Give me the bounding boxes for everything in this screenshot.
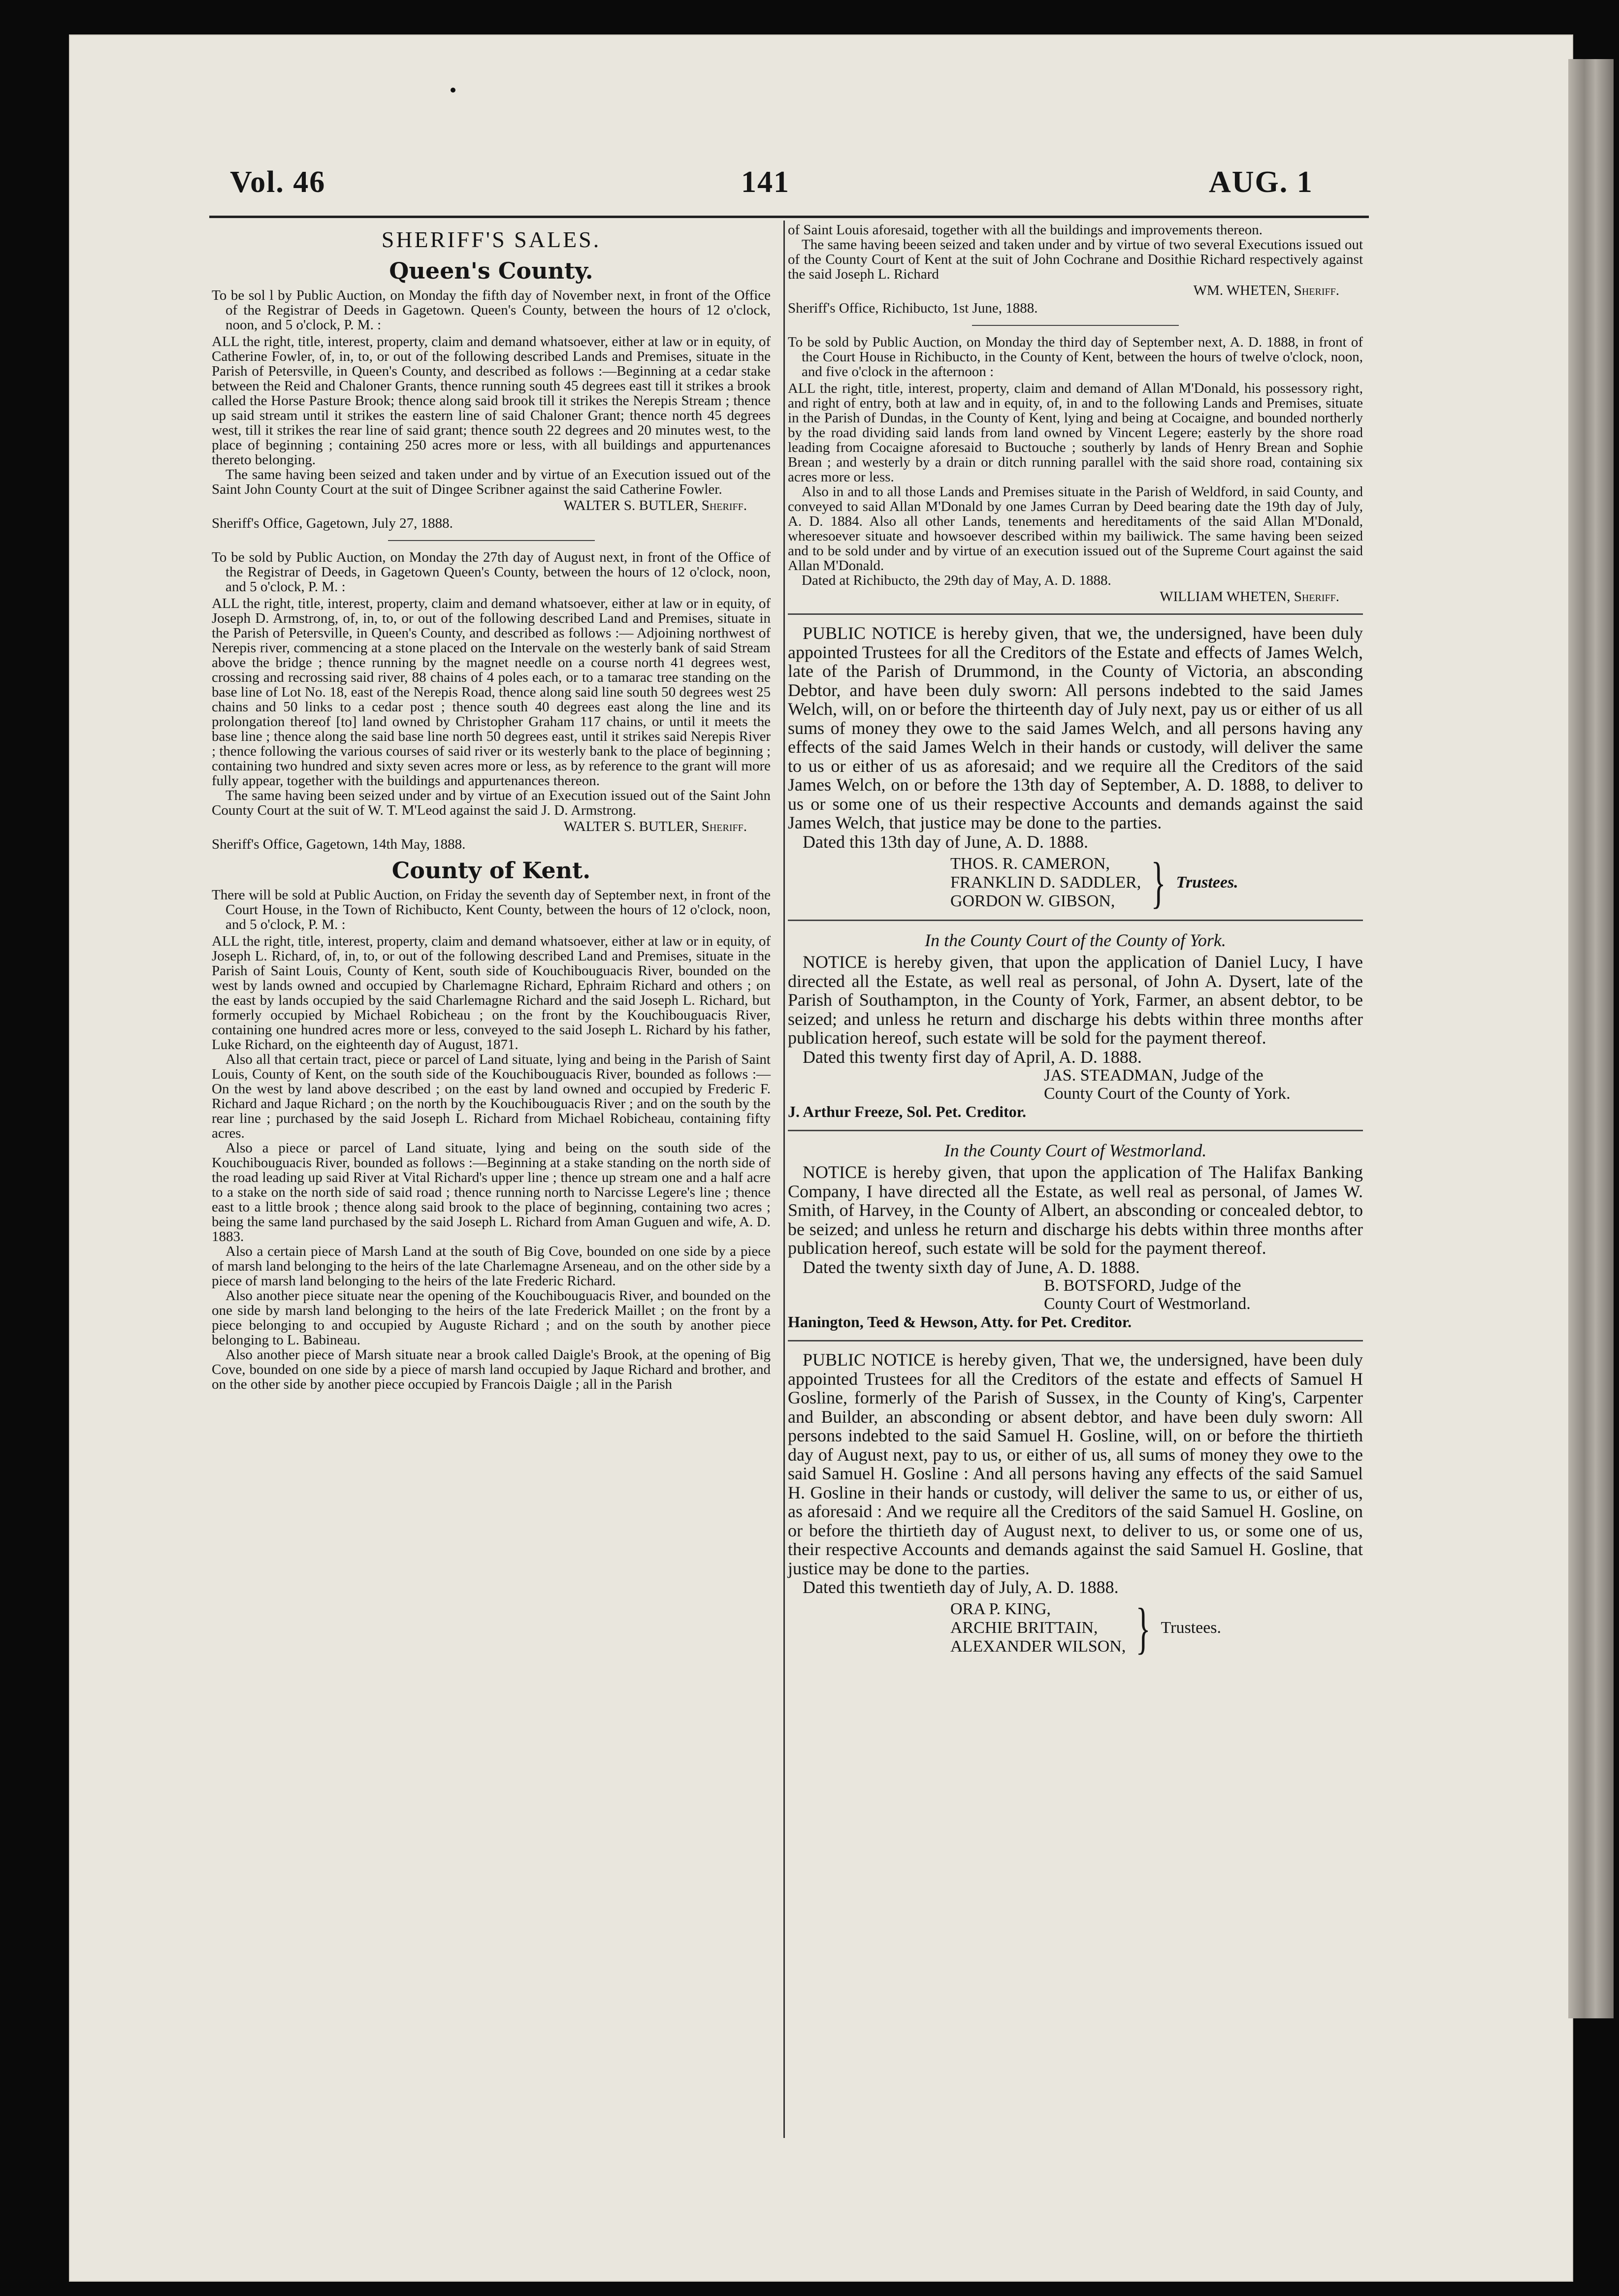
sale2-seized: The same having been seized under and by virtue of an Execution issued out of the Saint John County Court at the suit of W. T. M'Leod against the said J. D. Armstrong. bbox=[212, 788, 771, 818]
notice4-trustees bbox=[950, 1596, 1363, 1659]
notice4-body: PUBLIC NOTICE is hereby given, That we, the undersigned, have been duly appointed Trustees for all the Creditors of the estate and effects of Samuel H Gosline, formerly of the Parish of Sussex, in the County of King's, Carpenter and Builder, an absconding or absent debtor, and have been duly sworn: All persons indebted to the said Samuel H. Gosline, will, on or before the thirtieth day of August next, pay to us, or either of us, all sums of money they owe to the said Samuel H. Gosline : And all persons having any effects of the said Samuel H. Gosline in their hands or custody, will deliver the same to us, or either of us, as aforesaid : And we require all the Creditors of the said Samuel H. Gosline, on or before the thirtieth day of August next, to deliver to us, or some one of us, their respective Accounts and demands against the said Samuel H. Gosline, that justice may be done to the parties. bbox=[788, 1350, 1363, 1578]
sale1-signature: WALTER S. BUTLER, Sheriff. bbox=[563, 498, 747, 513]
sale3-para6: Also another piece of Marsh situate near a brook called Daigle's Brook, at the opening of Big Cove, bounded on one side by a piece of marsh land occupied by Jaque Richard and brother, and on the other side by another piece occupied by Francois Daigle ; all in the Parish bbox=[212, 1347, 771, 1392]
section-title: SHERIFF'S SALES. bbox=[381, 227, 601, 252]
brace-glyph: } bbox=[1151, 851, 1166, 914]
sale3-office: Sheriff's Office, Richibucto, 1st June, 1888. bbox=[788, 300, 1038, 316]
sale4-intro: To be sold by Public Auction, on Monday the third day of September next, A. D. 1888, in front of the Court House in Richibucto, in the County of Kent, between the hours of twelve o'clock, noon, and five o'clock in the afternoon : bbox=[788, 334, 1363, 380]
sale1-seized: The same having been seized and taken under and by virtue of an Execution issued out of the Saint John County Court at the suit of Dingee Scribner against the said Catherine Fowler. bbox=[212, 467, 771, 497]
sale3-para4: Also a certain piece of Marsh Land at the south of Big Cove, bounded on one side by a piece of marsh land belonging to the heirs of the late Charlemagne Arseneau, and on the other side by a piece of marsh land belonging to the heirs of the late Frederic Richard. bbox=[212, 1244, 771, 1289]
notice3-judge: B. BOTSFORD, Judge of the bbox=[1044, 1276, 1241, 1295]
sale4-dated: Dated at Richibucto, the 29th day of May, A. D. 1888. bbox=[802, 573, 1111, 588]
notice3-court-name: County Court of Westmorland. bbox=[1044, 1295, 1251, 1313]
notice1-trustees bbox=[950, 851, 1363, 914]
sale1-intro: To be sol l by Public Auction, on Monday the fifth day of November next, in front of the Office of the Registrar of Deeds in Gagetown. Queen's County, between the hours of 12 o'clock, noon, and 5 o'clock, P. M. : bbox=[212, 287, 771, 333]
divider bbox=[788, 920, 1363, 921]
sale3-para2: Also all that certain tract, piece or parcel of Land situate, lying and being in the Parish of Saint Louis, County of Kent, on the south side of the Kouchibouguacis River, bounded as follows :—On the west by land above described ; on the east by land owned and occupied by Frederic F. Richard and Jaque Richard ; on the north by the Kouchibouguacis River ; and on the south by the rear line ; purchased by the said Joseph L. Richard from Michael Robicheau, containing fifty acres. bbox=[212, 1052, 771, 1141]
page-stack-edge bbox=[1568, 59, 1614, 2018]
divider bbox=[788, 1340, 1363, 1341]
right-column bbox=[788, 223, 1363, 1657]
sale3-para3: Also a piece or parcel of Land situate, lying and being on the south side of the Kouchibouguacis River, bounded as follows :—Beginning at a stake standing on the north side of the road leading up said River at Vital Richard's upper line ; thence up stream one and a half acre to a stake on the north side of said road ; thence running north to Narcisse Legere's line ; thence east to a little brook ; thence along said brook to the place of beginning, containing two acres ; being the same land purchased by the said Joseph L. Richard from Aman Guguen and wife, A. D. 1883. bbox=[212, 1140, 771, 1244]
page-number: 141 bbox=[741, 165, 790, 199]
trustees-label: Trustees. bbox=[1176, 873, 1238, 892]
sale3-signature: WM. WHETEN, Sheriff. bbox=[1193, 283, 1339, 298]
sale4-body: ALL the right, title, interest, property, claim and demand of Allan M'Donald, his possessory right, and right of entry, both at law and in equity, of, in and to the following Lands and Premises, situate in the Parish of Dundas, in the County of Kent, lying and being at Cocaigne, and bounded northerly by the road dividing said lands from land owned by Vincent Legere; easterly by the shore road leading from Cocaigne aforesaid to Buctouche ; southerly by lands of Henry Brean and Sophie Brean ; and westerly by a drain or ditch running parallel with the said shore road, containing six acres more or less. bbox=[788, 381, 1363, 485]
sale4-para2: Also in and to all those Lands and Premises situate in the Parish of Weldford, in said County, and conveyed to said Allan M'Donald by one James Curran by Deed bearing date the 19th day of July, A. D. 1884. Also all other Lands, tenements and hereditaments of the said Allan M'Donald, wheresoever situate and howsoever described within my bailiwick. The same having been seized and to be sold under and by virtue of an execution issued out of the Supreme Court against the said Allan M'Donald. bbox=[788, 484, 1363, 574]
sale2-office: Sheriff's Office, Gagetown, 14th May, 1888. bbox=[212, 836, 466, 852]
notice1-dated: Dated this 13th day of June, A. D. 1888. bbox=[803, 831, 1088, 852]
divider bbox=[788, 1130, 1363, 1131]
divider bbox=[972, 325, 1179, 326]
sale2-signature: WALTER S. BUTLER, Sheriff. bbox=[563, 819, 747, 834]
notice2-court: In the County Court of the County of York. bbox=[925, 930, 1226, 950]
trustee-name: ALEXANDER WILSON, bbox=[950, 1637, 1126, 1656]
divider bbox=[788, 613, 1363, 615]
notice3-dated: Dated the twenty sixth day of June, A. D. 1888. bbox=[803, 1257, 1140, 1277]
sale2-intro: To be sold by Public Auction, on Monday the 27th day of August next, in front of the Office of the Registrar of Deeds, in Gagetown Queen's County, between the hours of 12 o'clock, noon, and 5 o'clock, P. M. : bbox=[212, 549, 771, 595]
trustee-name: ARCHIE BRITTAIN, bbox=[950, 1619, 1098, 1637]
notice3-court: In the County Court of Westmorland. bbox=[944, 1141, 1207, 1160]
trustee-name: THOS. R. CAMERON, bbox=[950, 854, 1110, 873]
trustee-name: ORA P. KING, bbox=[950, 1600, 1051, 1618]
ink-dot bbox=[451, 88, 455, 93]
issue-date: AUG. 1 bbox=[1209, 165, 1313, 199]
notice1-body: PUBLIC NOTICE is hereby given, that we, the undersigned, have been duly appointed Trustees for all the Creditors of the Estate and effects of James Welch, late of the Parish of Drummond, in the County of Victoria, an absconding Debtor, and have been duly sworn: All persons indebted to the said James Welch, will, on or before the thirteenth day of July next, pay us or either of us all sums of money they owe to the said James Welch, and all persons having any effects of the said James Welch in their hands or custody, will deliver the same to us or either of us as aforesaid; and we require all the Creditors of the said James Welch, on or before the 13th day of September, A. D. 1888, to deliver to us or some one of us their respective Accounts and demands against the said James Welch, that justice may be done to the parties. bbox=[788, 623, 1363, 832]
sale3-continuation: of Saint Louis aforesaid, together with all the buildings and improvements thereon. bbox=[788, 222, 1263, 238]
notice2-solicitor: J. Arthur Freeze, Sol. Pet. Creditor. bbox=[788, 1103, 1027, 1120]
kent-county-heading: County of Kent. bbox=[391, 857, 591, 884]
trustee-name: FRANKLIN D. SADDLER, bbox=[950, 873, 1141, 892]
trustees-label: Trustees. bbox=[1161, 1619, 1222, 1637]
notice2-judge: JAS. STEADMAN, Judge of the bbox=[1044, 1066, 1263, 1084]
sale4-signature: WILLIAM WHETEN, Sheriff. bbox=[1160, 589, 1339, 605]
notice4-dated: Dated this twentieth day of July, A. D. 1888. bbox=[803, 1577, 1119, 1597]
notice2-body: NOTICE is hereby given, that upon the application of Daniel Lucy, I have directed all the Estate, as well real as personal, of John A. Dysert, late of the Parish of Southampton, in the County of York, Farmer, an absent debtor, to be seized; and unless he return and discharge his debts within three months after publication hereof, such estate will be sold for the payment thereof. bbox=[788, 952, 1363, 1048]
left-column bbox=[212, 223, 771, 1392]
notice3-body: NOTICE is hereby given, that upon the application of The Halifax Banking Company, I have directed all the Estate, as well real as personal, of James W. Smith, of Harvey, in the County of Albert, an absconding or concealed debtor, to be seized; and unless he return and discharge his debts within three months after publication hereof, such estate will be sold for the payment thereof. bbox=[788, 1162, 1363, 1258]
brace-glyph: } bbox=[1135, 1596, 1151, 1659]
notice3-solicitor: Hanington, Teed & Hewson, Atty. for Pet. Creditor. bbox=[788, 1313, 1132, 1331]
sale2-body: ALL the right, title, interest, property, claim and demand whatsoever, either at law or in equity, of Joseph D. Armstrong, of, in, to, or out of the following described Land and Premises, situate in the Parish of Petersville, in Queen's County, and described as follows :— Adjoining northwest of Nerepis river, commencing at a stone placed on the Intervale on the westerly bank of said Stream above the bridge ; thence running by the magnet needle on a course north 41 degrees west, crossing and recrossing said river, 88 chains of 4 poles each, or to a tamarac tree standing on the base line of Lot No. 18, east of the Nerepis Road, thence along said line south 50 degrees west 25 chains and 50 links to a cedar post ; thence south 40 degrees east along the line and its prolongation thereof [to] land owned by Christopher Graham 117 chains, or until it meets the base line ; thence along the said base line north 50 degrees east, until it strikes said Nerepis River ; thence following the various courses of said river or its westerly bank to the place of beginning ; containing two hundred and sixty seven acres more or less, as by reference to the grant will more fully appear, together with the buildings and appurtenances thereon. bbox=[212, 596, 771, 789]
divider bbox=[388, 540, 595, 541]
sale3-seized: The same having beeen seized and taken under and by virtue of two several Executions issued out of the County Court of Kent at the suit of John Cochrane and Dosithie Richard respectively against the said Joseph L. Richard bbox=[788, 237, 1363, 282]
sale3-intro: There will be sold at Public Auction, on Friday the seventh day of September next, in front of the Court House, in the Town of Richibucto, Kent County, between the hours of 12 o'clock, noon, and 5 o'clock, P. M. : bbox=[212, 887, 771, 932]
header-rule bbox=[209, 216, 1369, 218]
sale1-body: ALL the right, title, interest, property, claim and demand whatsoever, either at law or in equity, of Catherine Fowler, of, in, to, or out of the following described Lands and Premises, situate in the Parish of Petersville, in Queen's County, and described as follows :—Beginning at a cedar stake between the Reid and Chaloner Grants, thence running south 45 degrees east till it strikes a brook called the Horse Pasture Brook; thence along said brook till it strikes the Nerepis Stream ; thence up said stream until it strikes the eastern line of said Chaloner Grant; thence north 45 degrees west, till it strikes the rear line of said grant; thence south 22 degrees and 20 minutes west, to the place of beginning ; containing 250 acres more or less, with all buildings and appurtenances thereto belonging. bbox=[212, 334, 771, 468]
queens-county-heading: Queen's County. bbox=[389, 257, 593, 284]
sale3-body: ALL the right, title, interest, property, claim and demand whatsoever, either at law or in equity, of Joseph L. Richard, of, in, to, or out of the following described Land and Premises, situate in the Parish of Saint Louis, County of Kent, south side of Kouchibouguacis River, bounded on the west by lands owned and occupied by Charlemagne Richard, Ephraim Richard and others ; on the east by lands occupied by the said Charlemagne Richard and the said Joseph L. Richard, but formerly occupied by Michael Robicheau ; on the front by the Kouchibouguacis River, containing one hundred acres more or less, conveyed to the said Joseph L. Richard by his father, Luke Richard, on the eighteenth day of August, 1871. bbox=[212, 933, 771, 1052]
sale3-para5: Also another piece situate near the opening of the Kouchibouguacis River, and bounded on the one side by marsh land belonging to the heirs of the late Frederick Maillet ; on the front by a piece belonging to and occupied by Auguste Richard ; and on the south by another piece belonging to L. Babineau. bbox=[212, 1288, 771, 1348]
column-divider bbox=[783, 221, 785, 2138]
notice2-dated: Dated this twenty first day of April, A. D. 1888. bbox=[803, 1047, 1142, 1067]
volume-label: Vol. 46 bbox=[230, 165, 326, 199]
notice2-court-name: County Court of the County of York. bbox=[1044, 1084, 1291, 1103]
trustee-name: GORDON W. GIBSON, bbox=[950, 892, 1115, 910]
sale1-office: Sheriff's Office, Gagetown, July 27, 1888. bbox=[212, 515, 453, 531]
